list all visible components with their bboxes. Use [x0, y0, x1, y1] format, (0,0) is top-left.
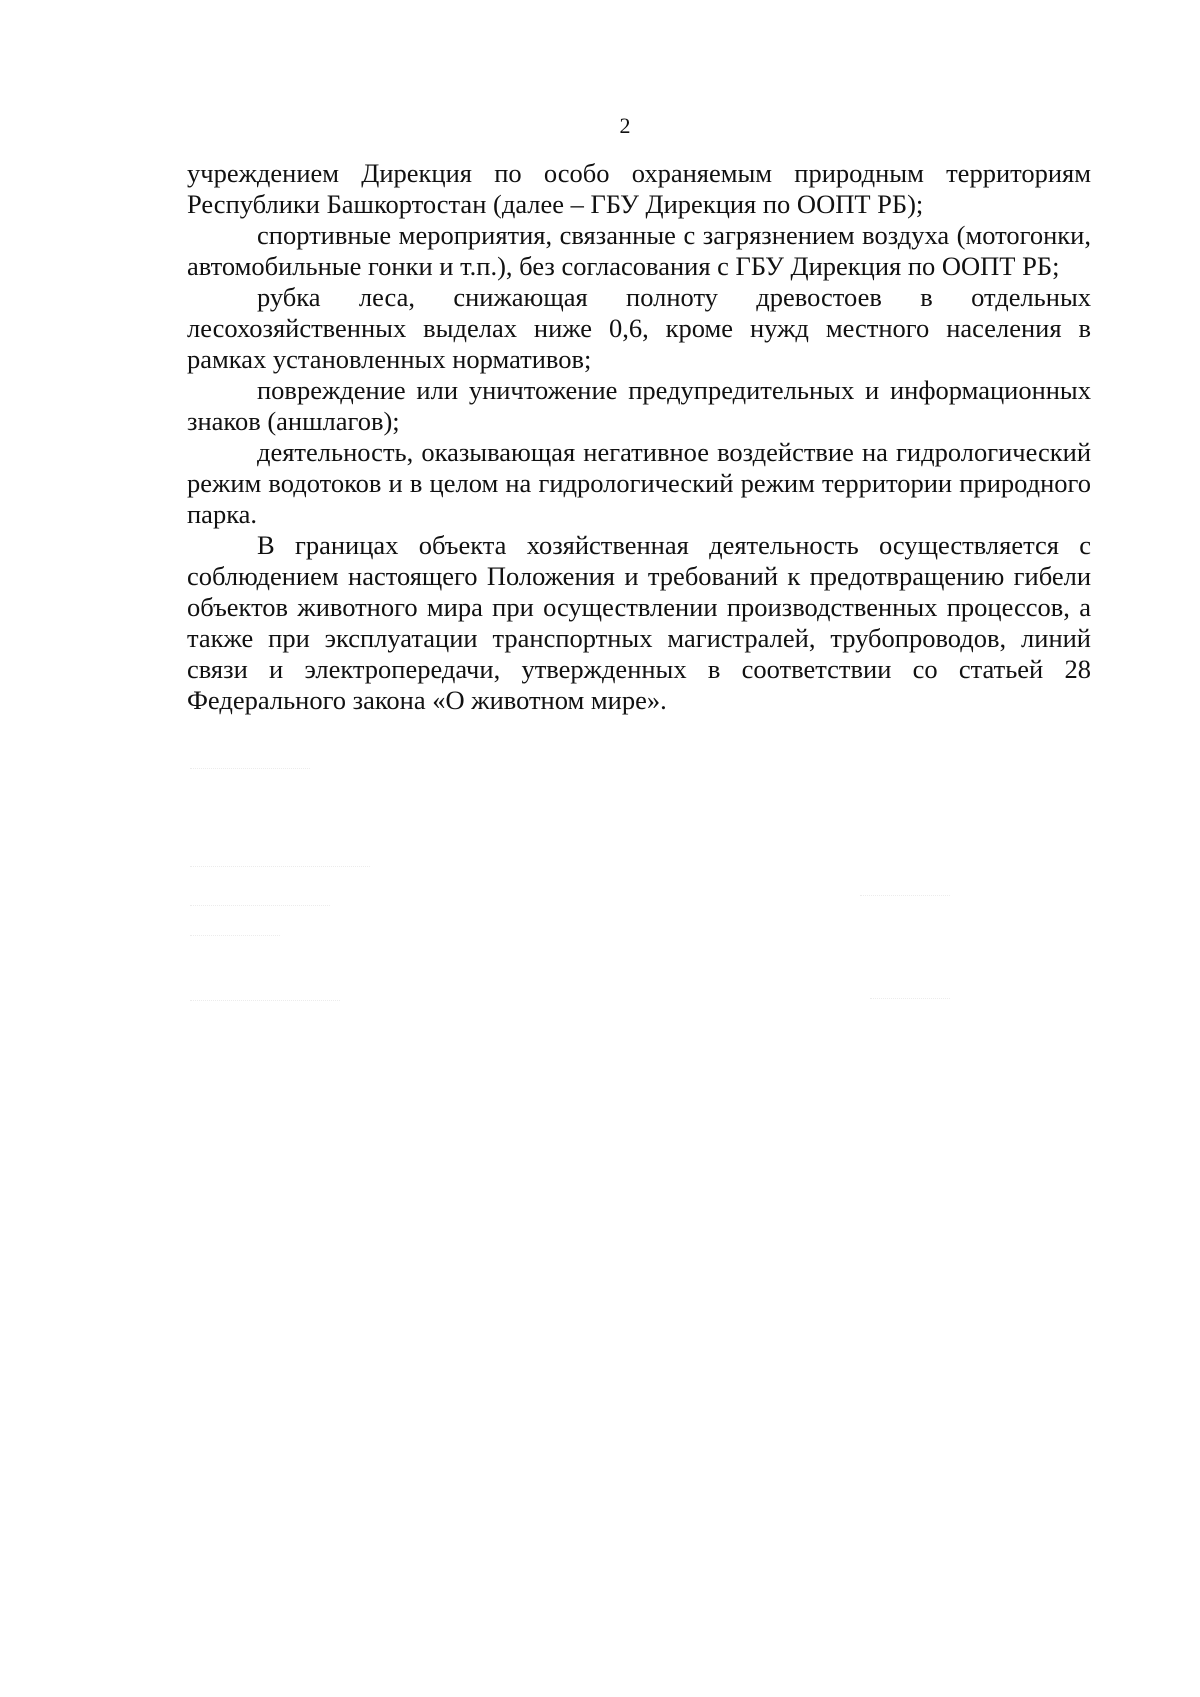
document-body: [187, 158, 1091, 716]
paragraph-6: В границах объекта хозяйственная деятельность осуществляется с соблюдением настоящего Положения и требований к предотвращению гибели объектов животного мира при осуществлении производственных процессов, а также при эксплуатации транспортных магистралей, трубопроводов, линий связи и электропередачи, утвержденных в соответствии со статьей 28 Федерального закона «О животном мире».: [187, 530, 1091, 715]
scan-artifact: [190, 866, 370, 875]
paragraph-2: спортивные мероприятия, связанные с загрязнением воздуха (мотогонки, автомобильные гонки и т.п.), без согласования с ГБУ Дирекция по ООПТ РБ;: [187, 220, 1091, 281]
scan-artifact: [190, 905, 330, 914]
scan-artifact: [190, 1000, 340, 1009]
paragraph-4: повреждение или уничтожение предупредительных и информационных знаков (аншлагов);: [187, 375, 1091, 436]
scan-artifact: [190, 935, 280, 944]
scan-artifact: [190, 768, 310, 777]
scan-artifact: [860, 895, 950, 904]
page-number: 2: [619, 113, 631, 138]
scan-artifact: [870, 998, 950, 1007]
paragraph-1: учреждением Дирекция по особо охраняемым природным территориям Республики Башкортостан (далее – ГБУ Дирекция по ООПТ РБ);: [187, 158, 1091, 219]
paragraph-5: деятельность, оказывающая негативное воздействие на гидрологический режим водотоков и в целом на гидрологический режим территории природного парка.: [187, 437, 1091, 529]
paragraph-3: рубка леса, снижающая полноту древостоев в отдельных лесохозяйственных выделах ниже 0,6, кроме нужд местного населения в рамках установленных нормативов;: [187, 282, 1091, 374]
